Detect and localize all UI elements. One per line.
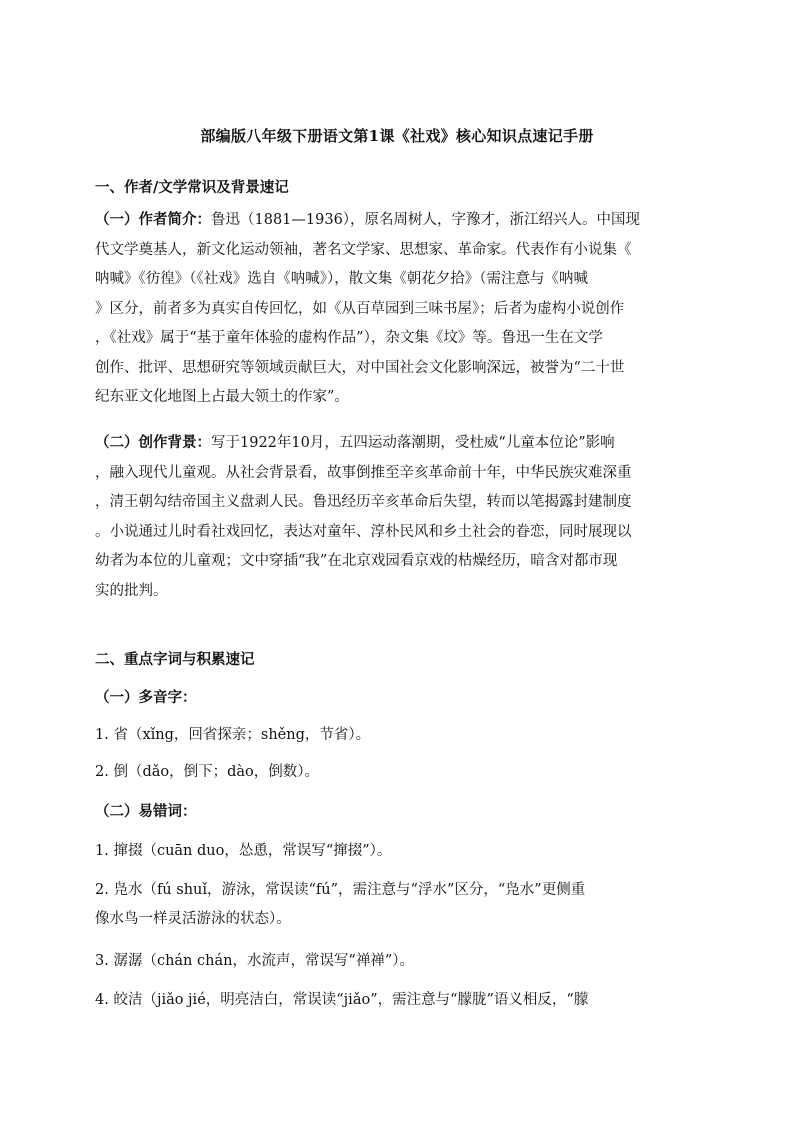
paragraph-line: 幼者为本位的儿童观；文中穿插“我”在北京戏园看京戏的枯燥经历，暗含对都市现 [95, 553, 618, 569]
paragraph-line: ，清王朝勾结帝国主义盘剥人民。鲁迅经历辛亥革命后失望，转而以笔揭露封建制度 [95, 494, 632, 510]
paragraph-line: 》区分，前者多为真实自传回忆，如《从百草园到三味书屋》；后者为虚构小说创作 [95, 300, 625, 317]
paragraph-line: ，《社戏》属于“基于童年体验的虚构作品”），杂文集《坟》等。鲁迅一生在文学 [95, 330, 603, 346]
subheading-error-prone: （二）易错词： [95, 803, 197, 820]
list-item: 1. 撺掇（cuān duo，怂恿，常误写“撺掇”）。 [95, 843, 392, 859]
list-item: 3. 潺潺（chán chán，水流声，常误写“禅禅”）。 [95, 953, 415, 969]
background-paragraph [95, 428, 705, 606]
paragraph-text: 鲁迅（1881—1936），原名周树人，字豫才，浙江绍兴人。中国现 [211, 212, 641, 228]
paragraph-line: 实的批判。 [95, 582, 168, 599]
paragraph-line: ，融入现代儿童观。从社会背景看，故事倒推至辛亥革命前十年，中华民族灾难深重 [95, 464, 632, 481]
section-heading-author: 一、作者/文学常识及背景速记 [95, 179, 289, 196]
list-item: 2. 凫水（fú shuǐ，游泳，常误读“fú”，需注意与“浮水”区分，“凫水”更侧重 [95, 882, 586, 898]
paragraph-line: 代文学奠基人，新文化运动领袖，著名文学家、思想家、革命家。代表作有小说集《 [95, 241, 632, 258]
section-heading-words: 二、重点字词与积累速记 [95, 651, 255, 668]
list-item-continued: 像水鸟一样灵活游泳的状态）。 [95, 911, 291, 927]
author-intro-label: （一）作者简介： [95, 211, 211, 228]
paragraph-line: 呐喊》《彷徨》（《社戏》选自《呐喊》），散文集《朝花夕拾》（需注意与《呐喊 [95, 271, 588, 287]
background-label: （二）创作背景： [95, 434, 211, 451]
paragraph-line: 。小说通过儿时看社戏回忆，表达对童年、淳朴民风和乡土社会的眷恋，同时展现以 [95, 523, 632, 540]
list-item: 2. 倒（dǎo，倒下；dào，倒数）。 [95, 764, 320, 780]
paragraph-line: 创作、批评、思想研究等领域贡献巨大，对中国社会文化影响深远，被誉为“二十世 [95, 359, 625, 376]
paragraph-line: 纪东亚文化地图上占最大领土的作家”。 [95, 389, 349, 405]
document-title: 部编版八年级下册语文第1课《社戏》核心知识点速记手册 [200, 127, 594, 145]
paragraph-text: 写于1922年10月，五四运动落潮期，受杜威“儿童本位论”影响 [211, 435, 615, 451]
list-item: 1. 省（xǐng，回省探亲；shěng，节省）。 [95, 727, 371, 743]
author-intro-paragraph [95, 205, 705, 413]
subheading-polyphonic: （一）多音字： [95, 689, 197, 706]
paragraph-line [95, 205, 705, 236]
paragraph-line [95, 428, 705, 459]
list-item: 4. 皎洁（jiǎo jié，明亮洁白，常误读“jiǎo”，需注意与“朦胧”语义相反，“朦 [95, 992, 589, 1008]
